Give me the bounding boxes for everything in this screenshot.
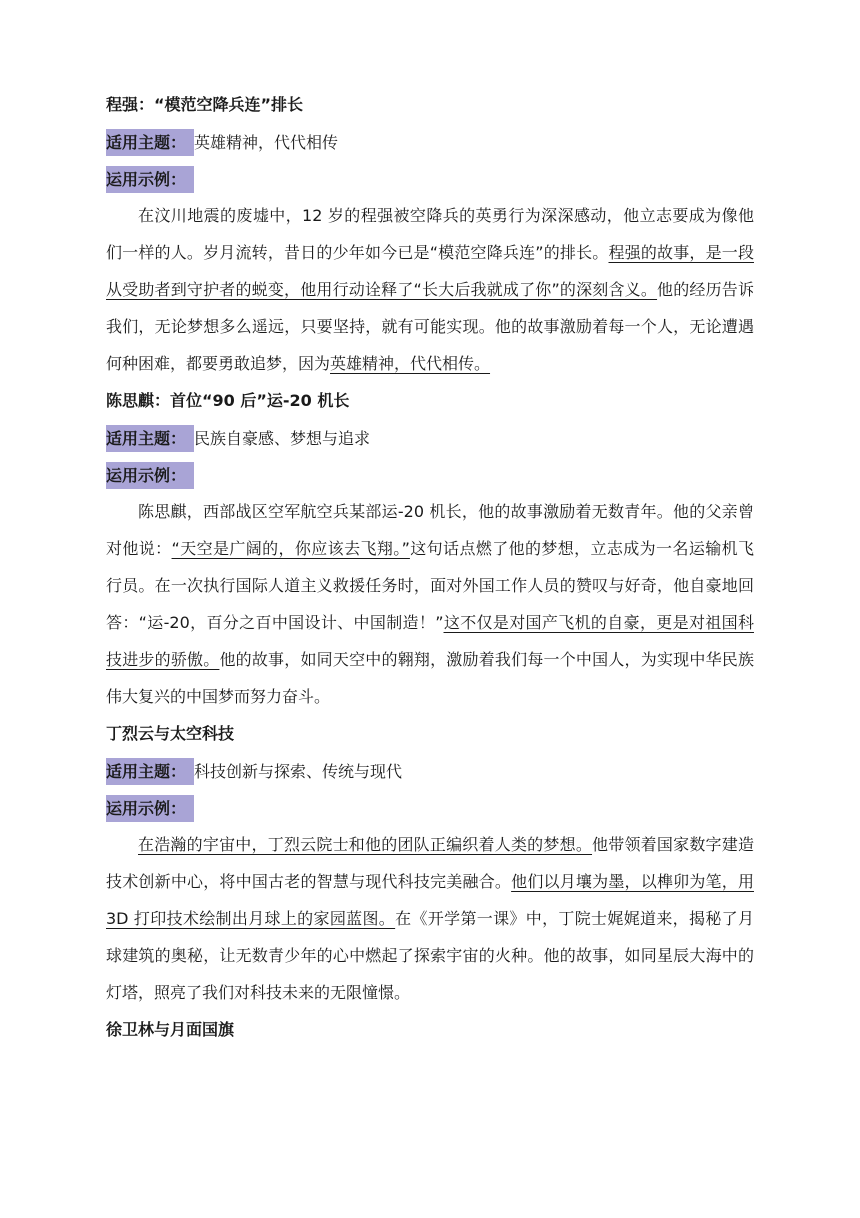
theme-value: 英雄精神，代代相传 (194, 133, 339, 152)
underlined-text: 英雄精神，代代相传。 (330, 354, 491, 373)
example-row (106, 160, 754, 197)
text-run: 陈思麒，西部战区空军航空兵某部运-20 机长，他的故事激励着无数青年。他的父亲曾对他说： (106, 502, 754, 558)
theme-value: 科技创新与探索、传统与现代 (194, 762, 403, 781)
text-run: 在汶川地震的废墟中，12 岁的程强被空降兵的英勇行为深深感动，他立志要成为像他们一样的人。岁月流转，昔日的少年如今已是“模范空降兵连”的排长。 (106, 206, 754, 262)
text-run: 在《开学第一课》中，丁院士娓娓道来，揭秘了月球建筑的奥秘，让无数青少年的心中燃起了探索宇宙的火种。他的故事，如同星辰大海中的灯塔，照亮了我们对科技未来的无限憧憬。 (106, 909, 754, 1002)
example-row (106, 456, 754, 493)
example-row (106, 789, 754, 826)
section-cheng-qiang (106, 86, 754, 382)
section-title: 程强：“模范空降兵连”排长 (106, 95, 304, 114)
document-page (106, 86, 754, 1048)
text-run: 他的经历告诉我们，无论梦想多么遥远，只要坚持，就有可能实现。他的故事激励着每一个人，无论遭遇何种困难，都要勇敢追梦，因为 (106, 280, 754, 373)
example-label: 运用示例： (106, 795, 194, 822)
example-paragraph (106, 493, 754, 715)
section-title-xu-weilin: 徐卫林与月面国旗 (106, 1020, 235, 1039)
text-run: 这句话点燃了他的梦想，立志成为一名运输机飞行员。在一次执行国际人道主义救援任务时，面对外国工作人员的赞叹与好奇，他自豪地回答：“运-20，百分之百中国设计、中国制造！” (106, 539, 754, 632)
example-paragraph (106, 826, 754, 1011)
text-run: 他的故事，如同天空中的翱翔，激励着我们每一个中国人，为实现中华民族伟大复兴的中国梦而努力奋斗。 (106, 650, 754, 706)
underlined-text: 在浩瀚的宇宙中，丁烈云院士和他的团队正编织着人类的梦想。 (138, 835, 593, 854)
theme-row (106, 752, 754, 789)
section-title: 陈思麒：首位“90 后”运-20 机长 (106, 391, 350, 410)
text-run: 他带领着国家数字建造技术创新中心，将中国古老的智慧与现代科技完美融合。 (106, 835, 754, 891)
example-paragraph (106, 197, 754, 382)
theme-value: 民族自豪感、梦想与追求 (194, 429, 371, 448)
theme-row (106, 419, 754, 456)
underlined-text: 程强的故事，是一段从受助者到守护者的蜕变，他用行动诠释了“长大后我就成了你”的深刻含义。 (106, 243, 754, 299)
section-title: 丁烈云与太空科技 (106, 724, 235, 743)
theme-label: 适用主题： (106, 129, 194, 156)
underlined-text: 这不仅是对国产飞机的自豪，更是对祖国科技进步的骄傲。 (106, 613, 754, 669)
underlined-text: 他们以月壤为墨，以榫卯为笔，用 3D 打印技术绘制出月球上的家园蓝图。 (106, 872, 754, 928)
section-ding-lieyun (106, 715, 754, 1011)
example-label: 运用示例： (106, 166, 194, 193)
example-label: 运用示例： (106, 462, 194, 489)
theme-label: 适用主题： (106, 758, 194, 785)
section-chen-siqi (106, 382, 754, 715)
underlined-text: “天空是广阔的，你应该去飞翔。” (171, 539, 410, 558)
theme-row (106, 123, 754, 160)
theme-label: 适用主题： (106, 425, 194, 452)
